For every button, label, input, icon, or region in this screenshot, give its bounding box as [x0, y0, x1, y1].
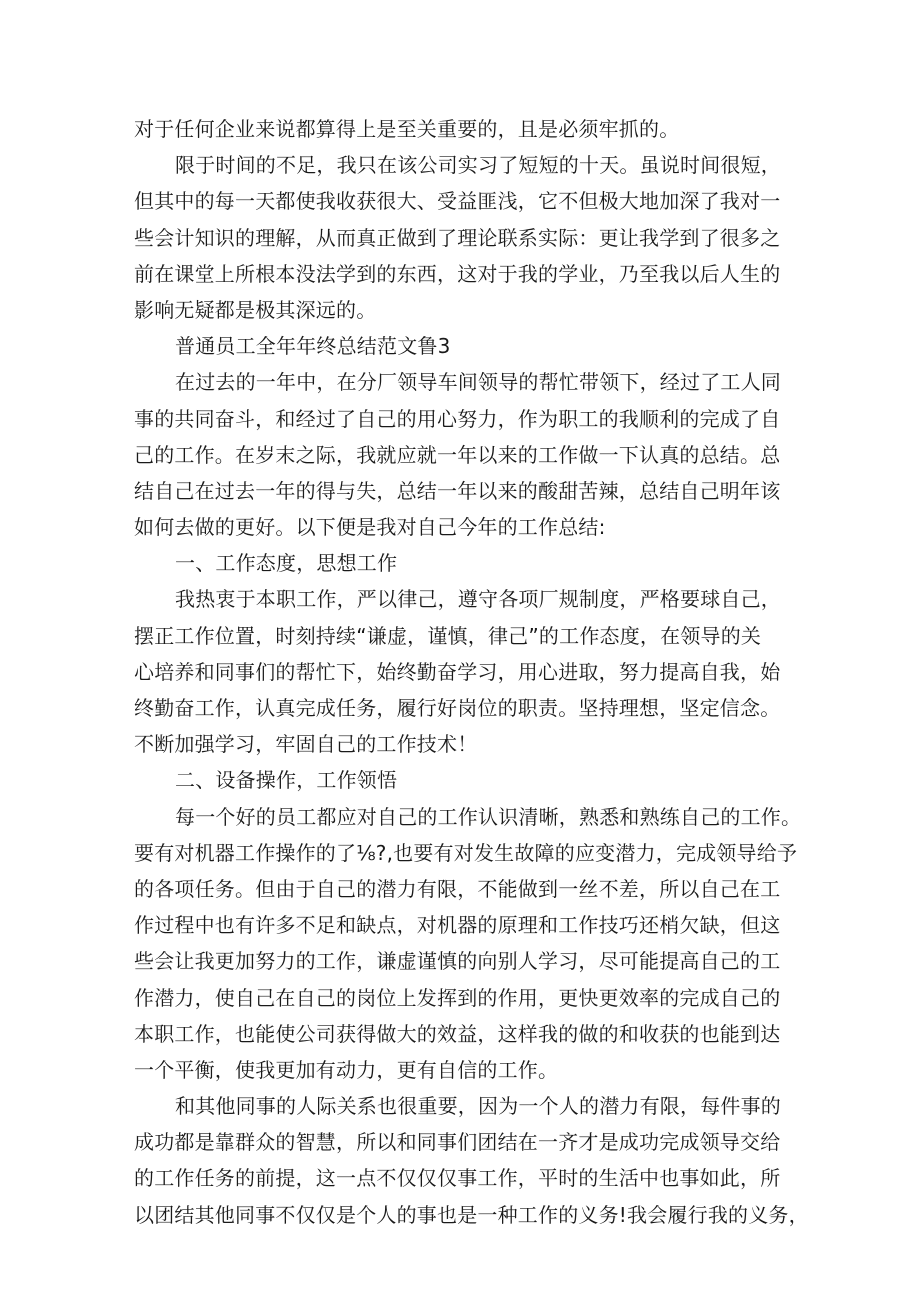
text-line: 对于任何企业来说都算得上是至关重要的，且是必须牢抓的。 — [134, 117, 680, 141]
text-line: 普通员工全年年终总结范文鲁3 — [175, 334, 451, 359]
text-line: 心培养和同事们的帮忙下，始终勤奋学习，用心进取，努力提高自我，始 — [134, 659, 781, 684]
text-line: 如何去做的更好。以下便是我对自己今年的工作总结: — [134, 515, 606, 540]
text-line: 以团结其他同事不仅仅是个人的事也是一种工作的义务!我会履行我的义务， — [134, 1202, 809, 1227]
text-line: 摆正工作位置，时刻持续“谦虚，谨慎，律己”的工作态度，在领导的关 — [134, 623, 762, 648]
text-line: 作过程中也有许多不足和缺点，对机器的原理和工作技巧还梢欠缺，但这 — [134, 913, 781, 938]
text-line: 二、设备操作，工作领悟 — [175, 768, 398, 793]
text-line: 影响无疑都是极其深远的。 — [134, 297, 377, 322]
document-body — [134, 111, 809, 1233]
text-line: 成功都是靠群众的智慧，所以和同事们团结在一齐才是成功完成领导交给 — [134, 1130, 781, 1155]
text-line: 事的共同奋斗，和经过了自己的用心努力，作为职工的我顺利的完成了自 — [134, 406, 781, 431]
text-line: 的各项任务。但由于自己的潜力有限，不能做到一丝不差，所以自己在工 — [134, 876, 781, 901]
text-line: 但其中的每一天都使我收获很大、受益匪浅，它不但极大地加深了我对一 — [134, 189, 781, 214]
text-line: 前在课堂上所根本没法学到的东西，这对于我的学业，乃至我以后人生的 — [134, 261, 781, 286]
text-line: 己的工作。在岁末之际，我就应就一年以来的工作做一下认真的总结。总 — [134, 442, 781, 467]
text-line: 在过去的一年中，在分厂领导车间领导的帮忙带领下，经过了工人同 — [175, 370, 781, 395]
text-line: 每一个好的员工都应对自己的工作认识清晰，熟悉和熟练自己的工作。 — [175, 804, 802, 829]
text-line: 限于时间的不足，我只在该公司实习了短短的十天。虽说时间很短， — [175, 153, 781, 178]
text-line: 和其他同事的人际关系也很重要，因为一个人的潜力有限，每件事的 — [175, 1094, 781, 1119]
text-line: 一、工作态度，思想工作 — [175, 551, 398, 576]
text-line: 我热衷于本职工作，严以律己，遵守各项厂规制度，严格要球自己， — [175, 587, 781, 612]
text-line: 终勤奋工作，认真完成任务，履行好岗位的职责。坚持理想，坚定信念。 — [134, 696, 781, 720]
text-line: 结自己在过去一年的得与失，总结一年以来的酸甜苦辣，总结自己明年该 — [134, 478, 781, 503]
text-line: 作潜力，使自己在自己的岗位上发挥到的作用，更快更效率的完成自己的 — [134, 985, 781, 1010]
text-line: 些会让我更加努力的工作，谦虚谨慎的向别人学习，尽可能提高自己的工 — [134, 949, 781, 974]
text-line: 要有对机器工作操作的了⅛?,也要有对发生故障的应变潜力，完成领导给予 — [134, 840, 798, 865]
text-line: 的工作任务的前提，这一点不仅仅仅事工作，平时的生活中也事如此，所 — [134, 1166, 781, 1191]
text-line: 一个平衡，使我更加有动力，更有自信的工作。 — [134, 1057, 559, 1082]
text-line: 本职工作，也能使公司获得做大的效益，这样我的做的和收获的也能到达 — [134, 1021, 781, 1046]
text-line: 不断加强学习，牢固自己的工作技术！ — [134, 732, 478, 757]
text-line: 些会计知识的理解，从而真正做到了理论联系实际：更让我学到了很多之 — [134, 225, 781, 250]
